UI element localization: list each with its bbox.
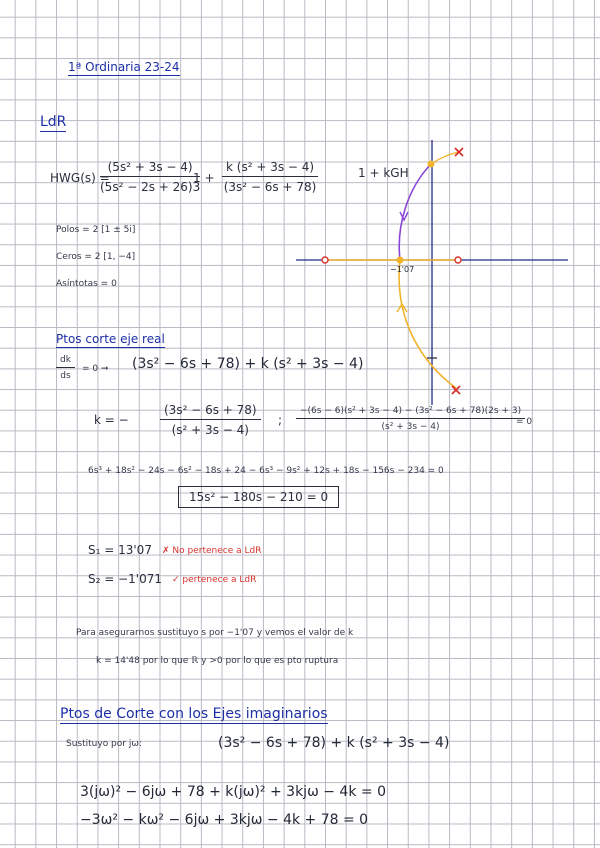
zeros-line: Ceros = 2 [1, −4] <box>56 252 136 262</box>
poles-line: Polos = 2 [1 ± 5i] <box>56 225 136 235</box>
upper-branch-tail <box>431 152 458 164</box>
k-denominator: (s² + 3s − 4) <box>171 423 249 437</box>
k-numerator: (3s² − 6s + 78) <box>160 403 261 420</box>
asymptotes-line: Asíntotas = 0 <box>56 279 117 289</box>
section-heading-imag-axis: Ptos de Corte con los Ejes imaginarios <box>60 706 328 722</box>
derivative-symbol <box>56 355 75 381</box>
break-point-label: −1'07 <box>390 265 415 274</box>
k-fraction <box>160 403 261 437</box>
root-s2-note: ✓ pertenece a LdR <box>172 575 257 585</box>
page-title: 1ª Ordinaria 23-24 <box>68 60 180 74</box>
substitution-note: Sustituyo por jω: <box>66 739 142 749</box>
zero-marker-right <box>455 257 461 263</box>
root-s1-note: ✗ No pertenece a LdR <box>162 546 262 556</box>
derivative-equals: = 0 ➞ <box>82 364 109 374</box>
dk-fraction <box>296 406 525 432</box>
dk-numerator: −(6s − 6)(s² + 3s − 4) − (3s² − 6s + 78)(2s + 3) <box>296 406 525 419</box>
side-note: 1 + kGH <box>358 166 409 180</box>
derivative-denominator: ds <box>60 371 71 381</box>
derivative-expression: (3s² − 6s + 78) + k (s² + 3s − 4) <box>132 356 364 372</box>
transfer-function-numerator: (5s² + 3s − 4) <box>100 160 200 177</box>
verification-line-1: Para asegurarnos sustituyo s por −1'07 y vemos el valor de k <box>76 628 354 638</box>
derivative-numerator: dk <box>56 355 75 368</box>
zero-marker-left <box>322 257 328 263</box>
break-point-marker <box>397 257 403 263</box>
imag-equation-2: −3ω² − kω² − 6jω + 3kjω − 4k + 78 = 0 <box>80 812 369 828</box>
verification-line-2: k = 14'48 por lo que ℝ y >0 por lo que es pto ruptura <box>96 656 339 666</box>
dk-denominator: (s² + 3s − 4) <box>381 422 440 432</box>
k-lhs: k = − <box>94 413 129 427</box>
upper-branch-path <box>399 164 431 260</box>
section-heading-ldr: LdR <box>40 114 67 130</box>
section-heading-real-axis: Ptos corte eje real <box>56 332 165 346</box>
imag-crossing-marker <box>428 161 435 168</box>
char-eq-numerator: k (s² + 3s − 4) <box>222 160 318 177</box>
substitution-expression: (3s² − 6s + 78) + k (s² + 3s − 4) <box>218 735 450 751</box>
transfer-function-lhs: HWG(s) = <box>50 171 110 185</box>
char-eq-denominator: (3s² − 6s + 78) <box>223 180 317 194</box>
transfer-function-denominator: (5s² − 2s + 26)3 <box>100 180 201 194</box>
root-s1: S₁ = 13'07 <box>88 543 152 557</box>
transfer-function-fraction <box>100 160 200 194</box>
lower-branch-path <box>399 260 456 388</box>
boxed-equation: 15s² − 180s − 210 = 0 <box>178 486 339 508</box>
imag-equation-1: 3(jω)² − 6jω + 78 + k(jω)² + 3kjω − 4k = 0 <box>80 784 386 800</box>
root-s2: S₂ = −1'071 <box>88 572 163 586</box>
expansion-line: 6s³ + 18s² − 24s − 6s² − 18s + 24 − 6s³ − 9s² + 12s + 18s − 156s − 234 = 0 <box>88 466 444 476</box>
separator: ; <box>278 413 283 427</box>
dk-equals-zero: = 0 <box>516 417 533 427</box>
char-eq-lhs: 1 + <box>193 171 215 185</box>
